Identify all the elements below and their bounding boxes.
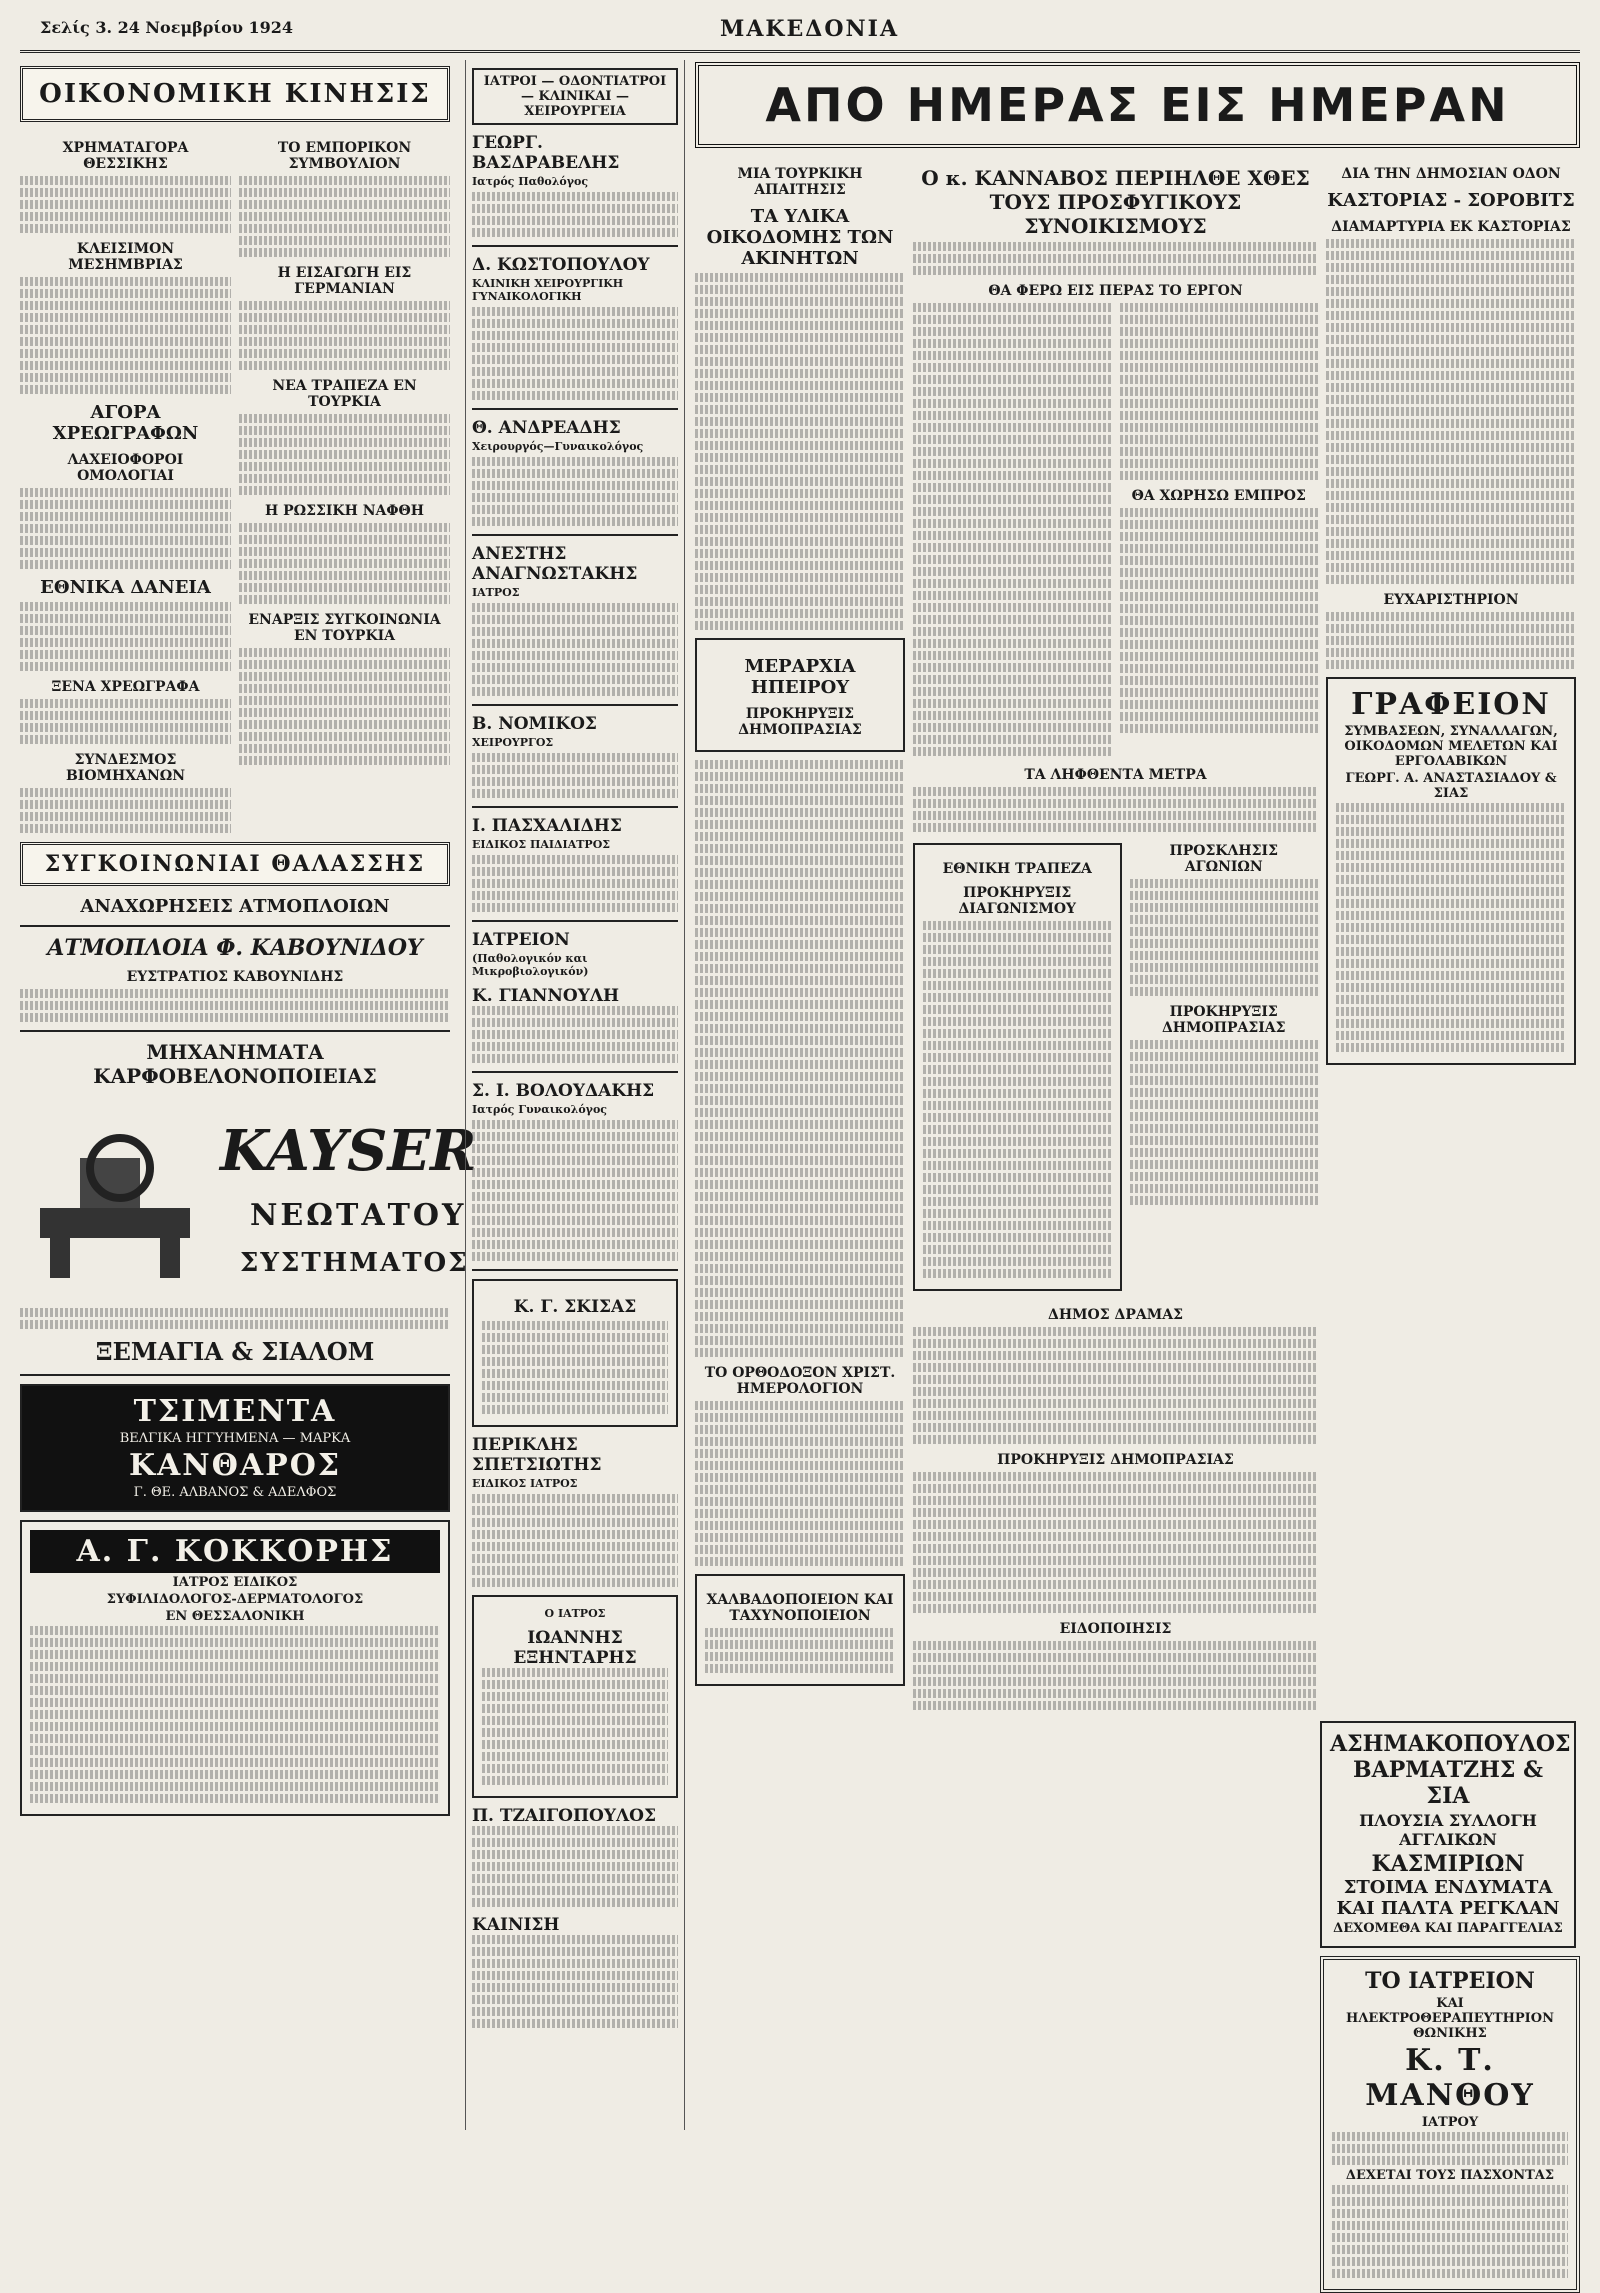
section-head: ΧΑΛΒΑΔΟΠΟΙΕΙΟΝ ΚΑΙ ΤΑΧΥΝΟΠΟΙΕΙΟΝ (706, 1592, 894, 1624)
kannavos-head: Ο κ. ΚΑΝΝΑΒΟΣ ΠΕΡΙΗΛΘΕ ΧΘΕΣ ΤΟΥΣ ΠΡΟΣΦΥΓΙΚΟΥΣ ΣΥΝΟΙΚΙΣΜΟΥΣ (921, 166, 1310, 238)
section-head: ΜΕΡΑΡΧΙΑ ΗΠΕΙΡΟΥ (744, 656, 856, 698)
asimakopoulos-line1: ΠΛΟΥΣΙΑ ΣΥΛΛΟΓΗ ΑΓΓΛΙΚΩΝ (1359, 1811, 1537, 1849)
halva-box (695, 1574, 905, 1686)
doctor-entry (472, 255, 678, 400)
doctor-entry (472, 1081, 678, 1261)
doctor-name: Ι. ΠΑΣΧΑΛΙΔΗΣ (472, 816, 622, 836)
shipping-company: ΑΤΜΟΠΛΟΙΑ Φ. ΚΑΒΟΥΝΙΔΟΥ (47, 935, 423, 961)
doctor-entry (472, 816, 678, 912)
section-head: ΧΡΗΜΑΤΑΓΟΡΑ ΘΕΣΣΙΚΗΣ (62, 140, 189, 172)
section-head: ΕΥΧΑΡΙΣΤΗΡΙΟΝ (1383, 592, 1519, 608)
kokkoris-name: Α. Γ. ΚΟΚΚΟΡΗΣ (30, 1530, 440, 1573)
doctor-role: ΧΕΙΡΟΥΡΓΟΣ (472, 736, 554, 749)
doctor-role: ΕΙΔΙΚΟΣ ΠΑΙΔΙΑΤΡΟΣ (472, 838, 611, 851)
masthead (20, 10, 1580, 53)
doctor-entry (472, 1915, 678, 2028)
tsimenta-ad (20, 1384, 450, 1512)
manthou-line1: ΤΟ ΙΑΤΡΕΙΟΝ (1365, 1968, 1535, 1994)
asimakopoulos-line4: ΔΕΧΟΜΕΘΑ ΚΑΙ ΠΑΡΑΓΓΕΛΙΑΣ (1333, 1921, 1563, 1936)
doctor-entry (472, 930, 678, 1063)
doctor-entry (472, 544, 678, 696)
doctor-name: Β. ΝΟΜΙΚΟΣ (472, 714, 597, 734)
kayser-system: ΣΥΣΤΗΜΑΤΟΣ (240, 1248, 469, 1278)
asimakopoulos-name: ΑΣΗΜΑΚΟΠΟΥΛΟΣ ΒΑΡΜΑΤΖΗΣ & ΣΙΑ (1330, 1731, 1571, 1809)
kokkoris-ad (20, 1520, 450, 1816)
section-head: ΠΡΟΚΗΡΥΞΙΣ ΔΗΜΟΠΡΑΣΙΑΣ (738, 706, 862, 738)
kayser-brand: KAYSER (220, 1118, 477, 1184)
doctors-top-box: ΙΑΤΡΟΙ — ΟΔΟΝΤΙΑΤΡΟΙ — ΚΛΙΝΙΚΑΙ — ΧΕΙΡΟΥΡΓΕΙΑ (472, 68, 678, 125)
column-day-to-day (695, 60, 1580, 2183)
grafeion-title: ΓΡΑΦΕΙΟΝ (1351, 687, 1551, 722)
day-to-day-right (1326, 158, 1576, 1713)
doctor-role: ΚΛΙΝΙΚΗ ΧΕΙΡΟΥΡΓΙΚΗ ΓΥΝΑΙΚΟΛΟΓΙΚΗ (472, 277, 624, 303)
doctor-name: ΑΝΕΣΤΗΣ ΑΝΑΓΝΩΣΤΑΚΗΣ (472, 544, 638, 584)
section-head: ΔΙΑ ΤΗΝ ΔΗΜΟΣΙΑΝ ΟΔΟΝ (1341, 166, 1561, 182)
doctor-name: Π. ΤΖΑΙΓΟΠΟΥΛΟΣ (472, 1806, 656, 1826)
doctor-entry (472, 1806, 678, 1907)
doctor-role: Χειρουργός—Γυναικολόγος (472, 440, 644, 453)
merarchia-box (695, 638, 905, 752)
manthou-line5: ΔΕΧΕΤΑΙ ΤΟΥΣ ΠΑΣΧΟΝΤΑΣ (1345, 2168, 1555, 2183)
economy-right (239, 132, 450, 836)
sea-banner: ΣΥΓΚΟΙΝΩΝΙΑΙ ΘΑΛΑΣΣΗΣ (20, 842, 450, 886)
manthou-name: Κ. Τ. ΜΑΝΘΟΥ (1365, 2043, 1535, 2113)
doctor-name: ΠΕΡΙΚΛΗΣ ΣΠΕΤΣΙΩΤΗΣ (472, 1435, 602, 1475)
column-economy (20, 60, 477, 2130)
day-to-day-left (695, 158, 905, 1713)
day-to-day-subcolumns (695, 158, 1580, 1713)
kokkoris-specialty: ΣΥΦΙΛΙΔΟΛΟΓΟΣ-ΔΕΡΜΑΤΟΛΟΓΟΣ (106, 1592, 364, 1607)
section-head: ΤΑ ΛΗΦΘΕΝΤΑ ΜΕΤΡΑ (1024, 767, 1207, 783)
kokkoris-city: ΕΝ ΘΕΣΣΑΛΟΝΙΚΗ (165, 1609, 305, 1624)
doctor-role: Ιατρός Γυναικολόγος (472, 1103, 607, 1116)
section-head: ΣΥΝΔΕΣΜΟΣ ΒΙΟΜΗΧΑΝΩΝ (65, 752, 186, 784)
kannavos-sub: ΘΑ ΦΕΡΩ ΕΙΣ ΠΕΡΑΣ ΤΟ ΕΡΓΟΝ (988, 283, 1243, 299)
section-head: ΘΑ ΧΩΡΗΣΩ ΕΜΠΡΟΣ (1131, 488, 1306, 504)
doctor-name: ΙΑΤΡΕΙΟΝ (472, 930, 570, 950)
section-head: Η ΡΩΣΣΙΚΗ ΝΑΦΘΗ (265, 503, 424, 519)
kayser-newest: ΝΕΩΤΑΤΟΥ (250, 1198, 467, 1233)
section-head: ΕΝΑΡΞΙΣ ΣΥΓΚΟΙΝΩΝΙΑ ΕΝ ΤΟΥΡΚΙΑ (248, 612, 441, 644)
doctor-role: ΕΙΔΙΚΟΣ ΙΑΤΡΟΣ (472, 1477, 578, 1490)
section-head: ΕΘΝΙΚΑ ΔΑΝΕΙΑ (40, 577, 211, 598)
grafeion-sub: ΣΥΜΒΑΣΕΩΝ, ΣΥΝΑΛΛΑΓΩΝ, ΟΙΚΟΔΟΜΩΝ ΜΕΛΕΤΩΝ ΚΑΙ ΕΡΓΟΛΑΒΙΚΩΝ (1344, 724, 1558, 769)
machine-illustration-icon (20, 1098, 220, 1298)
section-head: ΠΡΟΚΗΡΥΞΙΣ ΔΗΜΟΠΡΑΣΙΑΣ (997, 1452, 1234, 1468)
doctor-entry (472, 1435, 678, 1587)
section-head: ΜΙΑ ΤΟΥΡΚΙΚΗ ΑΠΑΙΤΗΣΙΣ (737, 166, 863, 198)
section-head: ΞΕΝΑ ΧΡΕΩΓΡΑΦΑ (51, 679, 200, 695)
tsimenta-title: ΤΣΙΜΕΝΤΑ (133, 1394, 337, 1429)
doctor-name: Κ. ΓΙΑΝΝΟΥΛΗ (472, 986, 620, 1006)
day-to-day-banner: ΑΠΟ ΗΜΕΡΑΣ ΕΙΣ ΗΜΕΡΑΝ (695, 62, 1580, 148)
section-head: ΤΟ ΟΡΘΟΔΟΞΟΝ ΧΡΙΣΤ. ΗΜΕΡΟΛΟΓΙΟΝ (704, 1365, 896, 1397)
doctor-entry (472, 418, 678, 526)
paper-title: ΜΑΚΕΔΟΝΙΑ (720, 16, 900, 42)
asimakopoulos-ad (1320, 1721, 1576, 1948)
doctor-name: ΓΕΩΡΓ. ΒΑΣΔΡΑΒΕΛΗΣ (472, 133, 620, 173)
section-head: ΔΗΜΟΣ ΔΡΑΜΑΣ (1047, 1307, 1184, 1323)
economy-left (20, 132, 231, 836)
page-date: Σελίς 3. 24 Νοεμβρίου 1924 (40, 18, 294, 37)
grafeion-owner: ΓΕΩΡΓ. Α. ΑΝΑΣΤΑΣΙΑΔΟΥ & ΣΙΑΣ (1345, 771, 1557, 801)
section-head: ΑΓΟΡΑ ΧΡΕΩΓΡΑΦΩΝ (52, 402, 199, 444)
ship-name: ΕΥΣΤΡΑΤΙΟΣ ΚΑΒΟΥΝΙΔΗΣ (126, 969, 344, 985)
doctor-name: Δ. ΚΩΣΤΟΠΟΥΛΟΥ (472, 255, 650, 275)
section-head: ΠΡΟΚΗΡΥΞΙΣ ΔΙΑΓΩΝΙΣΜΟΥ (958, 885, 1077, 917)
doctor-role: ΙΑΤΡΟΣ (472, 586, 520, 599)
section-head: ΔΙΑΜΑΡΤΥΡΙΑ ΕΚ ΚΑΣΤΟΡΙΑΣ (1331, 219, 1571, 235)
manthou-role: ΙΑΤΡΟΥ (1421, 2115, 1479, 2130)
day-to-day-center (913, 158, 1318, 1713)
doctor-name: ΙΩΑΝΝΗΣ ΕΞΗΝΤΑΡΗΣ (513, 1628, 637, 1668)
machine-ad (20, 1098, 477, 1298)
asimakopoulos-line2: ΚΑΣΜΙΡΙΩΝ (1371, 1851, 1525, 1877)
section-head: ΝΕΑ ΤΡΑΠΕΖΑ ΕΝ ΤΟΥΡΚΙΑ (272, 378, 417, 410)
doctor-name: ΚΑΙΝΙΣΗ (472, 1915, 560, 1935)
doctor-entry (472, 1595, 678, 1798)
section-head: ΤΑ ΥΛΙΚΑ ΟΙΚΟΔΟΜΗΣ ΤΩΝ ΑΚΙΝΗΤΩΝ (706, 206, 894, 269)
economy-banner: ΟΙΚΟΝΟΜΙΚΗ ΚΙΝΗΣΙΣ (20, 66, 450, 122)
kokkoris-role: ΙΑΤΡΟΣ ΕΙΔΙΚΟΣ (172, 1575, 298, 1590)
machines-title: ΜΗΧΑΝΗΜΑΤΑ ΚΑΡΦΟΒΕΛΟΝΟΠΟΙΕΙΑΣ (93, 1040, 377, 1088)
doctor-role: Ιατρός Παθολόγος (472, 175, 589, 188)
section-head: ΕΘΝΙΚΗ ΤΡΑΠΕΖΑ (942, 861, 1092, 877)
doctor-name: Θ. ΑΝΔΡΕΑΔΗΣ (472, 418, 621, 438)
section-head: Η ΕΙΣΑΓΩΓΗ ΕΙΣ ΓΕΡΜΑΝΙΑΝ (277, 265, 412, 297)
grafeion-ad (1326, 677, 1576, 1065)
tsimenta-sub: ΒΕΛΓΙΚΑ ΗΓΓΥΗΜΕΝΑ — ΜΑΡΚΑ (119, 1431, 351, 1446)
alvanos-name: Γ. ΘΕ. ΑΛΒΑΝΟΣ & ΑΔΕΛΦΟΣ (133, 1485, 337, 1500)
section-head: ΛΑΧΕΙΟΦΟΡΟΙ ΟΜΟΛΟΓΙΑΙ (67, 452, 184, 484)
section-head: ΠΡΟΚΗΡΥΞΙΣ ΔΗΜΟΠΡΑΣΙΑΣ (1161, 1004, 1286, 1036)
column-doctors (465, 60, 685, 2130)
doctor-role: (Παθολογικόν και Μικροβιολογικόν) (472, 952, 589, 978)
asimakopoulos-line3: ΣΤΟΙΜΑ ΕΝΔΥΜΑΤΑ ΚΑΙ ΠΑΛΤΑ ΡΕΓΚΛΑΝ (1336, 1877, 1560, 1919)
doctor-role: Ο ΙΑΤΡΟΣ (544, 1607, 606, 1620)
section-head: ΤΟ ΕΜΠΟΡΙΚΟΝ ΣΥΜΒΟΥΛΙΟΝ (277, 140, 412, 172)
section-head: ΕΙΔΟΠΟΙΗΣΙΣ (1059, 1621, 1172, 1637)
economy-subcolumns (20, 132, 450, 836)
section-head: ΠΡΟΣΚΛΗΣΙΣ ΑΓΩΝΙΩΝ (1169, 843, 1278, 875)
doctor-name: Σ. Ι. ΒΟΛΟΥΔΑΚΗΣ (472, 1081, 655, 1101)
doctor-entry (472, 1279, 678, 1427)
section-head: ΚΑΣΤΟΡΙΑΣ - ΣΟΡΟΒΙΤΣ (1327, 190, 1575, 211)
manthou-line2: ΚΑΙ ΗΛΕΚΤΡΟΘΕΡΑΠΕΥΤΗΡΙΟΝ ΘΩΝΙΚΗΣ (1346, 1996, 1554, 2041)
doctor-entry (472, 714, 678, 798)
section-head: ΚΛΕΙΣΙΜΟΝ ΜΕΣΗΜΒΡΙΑΣ (68, 241, 183, 273)
departures-head: ΑΝΑΧΩΡΗΣΕΙΣ ΑΤΜΟΠΛΟΙΩΝ (80, 896, 390, 917)
manthou-ad (1320, 1956, 1580, 2293)
doctor-entry (472, 133, 678, 237)
kantharos-brand: ΚΑΝΘΑΡΟΣ (128, 1448, 342, 1483)
doctor-name: Κ. Γ. ΣΚΙΣΑΣ (513, 1297, 637, 1317)
agents-name: ΞΕΜΑΓΙΑ & ΣΙΑΛΟΜ (95, 1337, 375, 1366)
